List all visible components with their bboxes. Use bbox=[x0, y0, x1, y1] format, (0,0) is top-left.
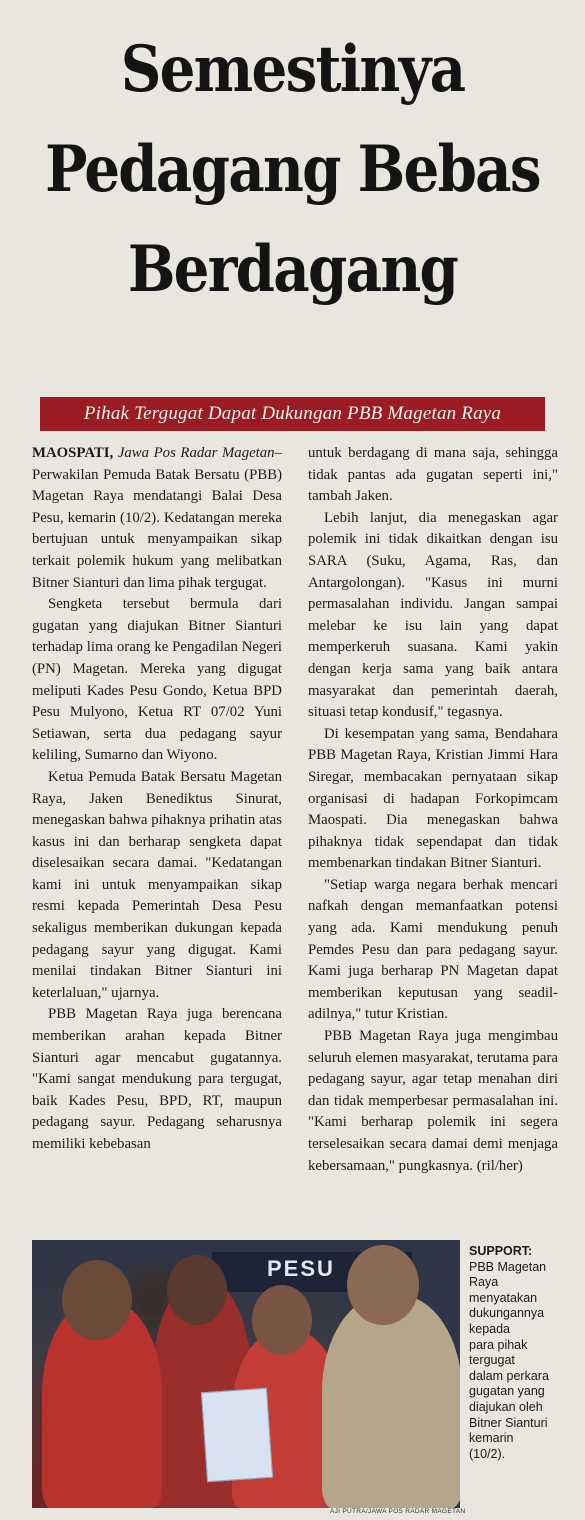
photo-person bbox=[322, 1295, 460, 1508]
news-photo bbox=[32, 1240, 460, 1508]
photo-person-head bbox=[347, 1245, 419, 1325]
photo-person-head bbox=[62, 1260, 132, 1340]
caption-line: PBB Magetan bbox=[469, 1259, 547, 1274]
article-paragraph: Lebih lanjut, dia menegaskan agar polemik ini tidak dikaitkan dengan isu SARA (Suku, Agama, Ras, dan Antargolongan). "Kasus ini murni permasalahan individu. Jangan sampai melebar ke isu lain yang dapat memperkeruh suasana. Kami yakin dengan kerja sama yang baik antara masyarakat dan pemerintah daerah, situasi tetap kondusif," tegasnya. bbox=[308, 509, 558, 721]
caption-line: Bitner Sianturi bbox=[469, 1415, 548, 1430]
caption-line: (10/2). bbox=[469, 1446, 506, 1461]
caption-line: kemarin bbox=[469, 1431, 514, 1446]
article-paragraph: "Setiap warga negara berhak mencari nafkah dengan memanfaatkan potensi yang ada. Kami mendukung penuh Pemdes Pesu dan para pedagang sayur. Kami juga berharap PN Magetan dapat memberikan keputusan yang seadil-adilnya," tutur Kristian. bbox=[308, 876, 558, 1023]
caption-line: menyatakan bbox=[469, 1290, 538, 1305]
caption-line: gugatan yang bbox=[469, 1384, 545, 1399]
statement-document bbox=[201, 1388, 273, 1482]
dateline: MAOSPATI, bbox=[32, 445, 114, 461]
article-paragraph: Ketua Pemuda Batak Bersatu Magetan Raya, Jaken Benediktus Sinurat, menegaskan bahwa pihaknya prihatin atas kasus ini dan berharap sengketa dapat diselesaikan secara damai. "Kedatangan kami ini untuk menyampaikan sikap resmi kepada Pemerintah Desa Pesu sekaligus memberikan dukungan kepada pedagang sayur yang digugat. Kami menilai tindakan Bitner Sianturi ini keterlaluan," ujarnya. bbox=[32, 768, 282, 1001]
article-body bbox=[32, 443, 558, 1223]
caption-line: dalam perkara bbox=[469, 1368, 549, 1383]
photo-banner-text: PESU bbox=[267, 1256, 335, 1281]
caption-line: diajukan oleh bbox=[469, 1399, 543, 1414]
caption-line: para pihak bbox=[469, 1337, 528, 1352]
article-column-1 bbox=[32, 443, 282, 1223]
caption-line: tergugat bbox=[469, 1353, 515, 1368]
article-paragraph bbox=[32, 443, 282, 594]
article-paragraph: PBB Magetan Raya juga mengimbau seluruh elemen masyarakat, terutama para pedagang sayur, agar tetap menahan diri dan tidak memperbesar permasalahan ini. "Kami berharap polemik ini segera terselesaikan secara damai demi menjaga kebersamaan," pungkasnya. (ril/her) bbox=[308, 1028, 558, 1174]
caption-line: kepada bbox=[469, 1321, 511, 1336]
caption-label: SUPPORT: bbox=[469, 1244, 533, 1258]
publication-name: Jawa Pos Radar Magetan bbox=[117, 445, 275, 461]
headline bbox=[35, 20, 550, 320]
photo-person-head bbox=[252, 1285, 312, 1355]
photo-caption bbox=[469, 1244, 579, 1462]
headline-line-3: Berdagang bbox=[127, 232, 458, 307]
caption-line: dukungannya bbox=[469, 1306, 545, 1321]
article-paragraph: untuk berdagang di mana saja, sehingga tidak pantas ada gugatan seperti ini," tambah Jaken. bbox=[308, 445, 558, 505]
kicker-subheadline: Pihak Tergugat Dapat Dukungan PBB Magetan Raya bbox=[40, 397, 545, 431]
article-paragraph: PBB Magetan Raya juga berencana memberikan arahan kepada Bitner Sianturi agar mencabut gugatannya. "Kami sangat mendukung para tergugat, baik Kades Pesu, BPD, RT, maupun pedagang sayur. Pedagang seharusnya memiliki kebebasan bbox=[32, 1006, 282, 1152]
caption-line: Raya bbox=[469, 1275, 499, 1290]
photo-person-head bbox=[167, 1255, 227, 1325]
article-paragraph: Di kesempatan yang sama, Bendahara PBB Magetan Raya, Kristian Jimmi Hara Siregar, membacakan pernyataan sikap organisasi di hadapan Forkopimcam Maospati. Dia menegaskan bahwa pihaknya tidak sependapat dan tidak membenarkan tindakan Bitner Sianturi. bbox=[308, 725, 558, 872]
headline-line-1: Semestinya bbox=[120, 32, 465, 107]
article-column-2 bbox=[308, 443, 558, 1223]
headline-line-2: Pedagang Bebas bbox=[45, 132, 540, 207]
paragraph-text: – Perwakilan Pemuda Batak Bersatu (PBB) Magetan Raya mendatangi Balai Desa Pesu, kemarin (10/2). Kedatangan mereka bertujuan untuk menyampaikan sikap terkait polemik hukum yang melibatkan Bitner Sianturi dan lima pihak tergugat. bbox=[32, 445, 282, 591]
photo-credit: AJI PUTRA/JAWA POS RADAR MAGETAN bbox=[330, 1508, 466, 1515]
article-paragraph: Sengketa tersebut bermula dari gugatan yang diajukan Bitner Sianturi terhadap lima orang ke Pengadilan Negeri (PN) Magetan. Mereka yang digugat meliputi Kades Pesu Gondo, Ketua BPD Pesu Mulyono, Ketua RT 07/02 Yuni Setiawan, serta dua pedagang sayur keliling, Sumarno dan Wiyono. bbox=[32, 596, 282, 764]
